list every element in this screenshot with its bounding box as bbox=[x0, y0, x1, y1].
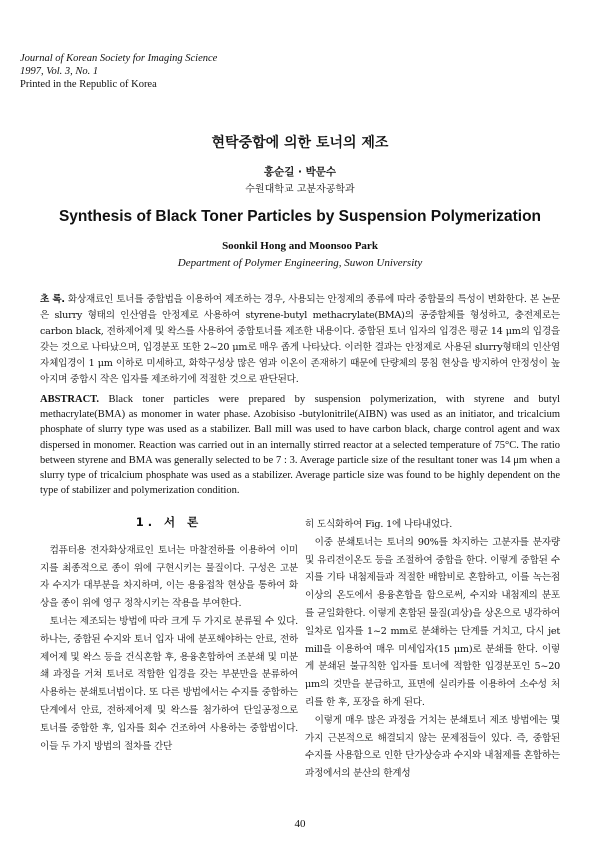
english-title: Synthesis of Black Toner Particles by Suspension Polymerization bbox=[58, 208, 542, 225]
body-paragraph: 히 도식화하여 Fig. 1에 나타내었다. bbox=[305, 519, 453, 530]
journal-printed: Printed in the Republic of Korea bbox=[20, 79, 157, 90]
section-heading: 1. 서 론 bbox=[135, 515, 203, 529]
english-abstract-text: Black toner particles were prepared by suspension polymerization, with styrene and butyl methacrylate(BMA) as monomer in water phase. Azobisiso -butylonitrile(AIBN) was used as an initiator, and tricalcium phosphate of slurry type was used as a stabilizer. Ball mill was used to have carbon black, charge control agent and wax dispersed in monomer. Reaction was carried out in an internally stirred reactor at a selected temperature of 75°C. The ratio between styrene and BMA was generally selected to be 7 : 3. Average particle size of the resultant toner was 14 μm when a slurry type of tricalcium phosphate was used as a stabilizer. Average particle size was found to be highly dependent on the type of stabilizer and polymerization condition. bbox=[40, 394, 560, 497]
korean-affiliation: 수원대학교 고분자공학과 bbox=[245, 184, 355, 195]
korean-authors: 홍순길 · 박문수 bbox=[263, 166, 337, 178]
left-column bbox=[40, 512, 298, 755]
journal-citation bbox=[20, 52, 217, 91]
english-abstract-label: ABSTRACT. bbox=[40, 394, 100, 405]
korean-title: 현탁중합에 의한 토너의 제조 bbox=[211, 135, 389, 151]
journal-name: Journal of Korean Society for Imaging Science bbox=[20, 53, 218, 64]
body-paragraph: 이중 분쇄토너는 토너의 90%를 차지하는 고분자를 분자량 및 유리전이온도 등을 조절하여 중합을 한다. 이렇게 중합된 수지를 기타 내첨제들과 적절한 배합비로 혼합하고, 이를 녹는점 이상의 온도에서 용융혼합을 함으로써, 수지와 내첨제의 분포를 균일화한다. 이렇게 혼합된 물질(괴상)을 상온으로 냉각하여 일차로 입자를 1~2 mm로 분쇄하는 단계를 거치고, 다시 jet mill을 이용하여 매우 미세입자(15 μm)로 분쇄를 한다. 이렇게 분쇄된 불규칙한 입자를 토너에 적합한 입경분포인 5~20 μm의 것만을 분급하고, 표면에 실리카를 이용하여 소수성 처리를 한 후, 포장을 하게 된다. bbox=[305, 536, 560, 708]
english-abstract bbox=[40, 392, 560, 498]
right-column bbox=[305, 516, 560, 783]
body-paragraph: 토너는 제조되는 방법에 따라 크게 두 가지로 분류될 수 있다. 하나는, 중합된 수지와 토너 입자 내에 분포해야하는 안료, 전하제어제 및 왁스 등을 건식혼합 후, 용융혼합하여 조분쇄 및 미분쇄 과정을 거쳐 토너로 적합한 입경을 갖는 부분만을 분류하여 사용하는 분쇄토너법이다. 또 다른 방법에서는 수지를 중합하는 단계에서 안료, 전하제어제 및 왁스를 첨가하여 단일공정으로 토너를 중합한 후, 입자를 회수 건조하여 사용하는 중합법이다. 이들 두 가지 방법의 절차를 간단 bbox=[40, 615, 298, 752]
body-paragraph: 이렇게 매우 많은 과정을 거치는 분쇄토너 제조 방법에는 몇 가지 근본적으로 해결되지 않는 문제점들이 있다. 즉, 중합된 수지를 사용함으로 인한 단가상승과 수지와 내첨제를 혼합하는 과정에서의 분산의 한계성 bbox=[305, 714, 560, 780]
english-authors: Soonkil Hong and Moonsoo Park bbox=[222, 240, 378, 252]
english-affiliation: Department of Polymer Engineering, Suwon University bbox=[177, 257, 423, 269]
body-paragraph: 컴퓨터용 전자화상재료인 토너는 마찰전하를 이용하여 이미지를 최종적으로 종이 위에 구현시키는 물질이다. 구성은 고분자 수지가 대부분을 차지하며, 이는 용융접착 현상을 통하여 화상을 종이 위에 영구 정착시키는 작용을 부여한다. bbox=[40, 544, 298, 610]
page-number: 40 bbox=[294, 818, 306, 830]
korean-abstract bbox=[40, 292, 560, 388]
korean-abstract-text: 화상재료인 토너를 중합법을 이용하여 제조하는 경우, 사용되는 안정제의 종류에 따라 중합물의 특성이 변화한다. 본 논문은 slurry 형태의 인산염을 안정제로 사용하여 styrene-butyl methacrylate(BMA)의 공중합체를 형성하고, 충전제로는 carbon black, 전하제어제 및 왁스를 사용하여 중합토너를 제조한 내용이다. 중합된 토너 입자의 입경은 평균 14 μm의 입경을 갖는 것으로 나타났으며, 입경분포 또한 2~20 μm로 매우 좁게 나타났다. 이러한 결과는 안정제로 사용된 slurry형태의 인산염 자체입경이 1 μm 이하로 미세하고, 화학구성상 많은 염과 이온이 존재하기 때문에 단량체의 뭉침 현상을 방지하여 안정성이 높아지며 중합시 작은 입자를 제조하기에 적절한 것으로 판단된다. bbox=[40, 294, 560, 385]
journal-volume: 1997, Vol. 3, No. 1 bbox=[20, 66, 99, 77]
korean-abstract-label: 초 록. bbox=[40, 294, 65, 305]
